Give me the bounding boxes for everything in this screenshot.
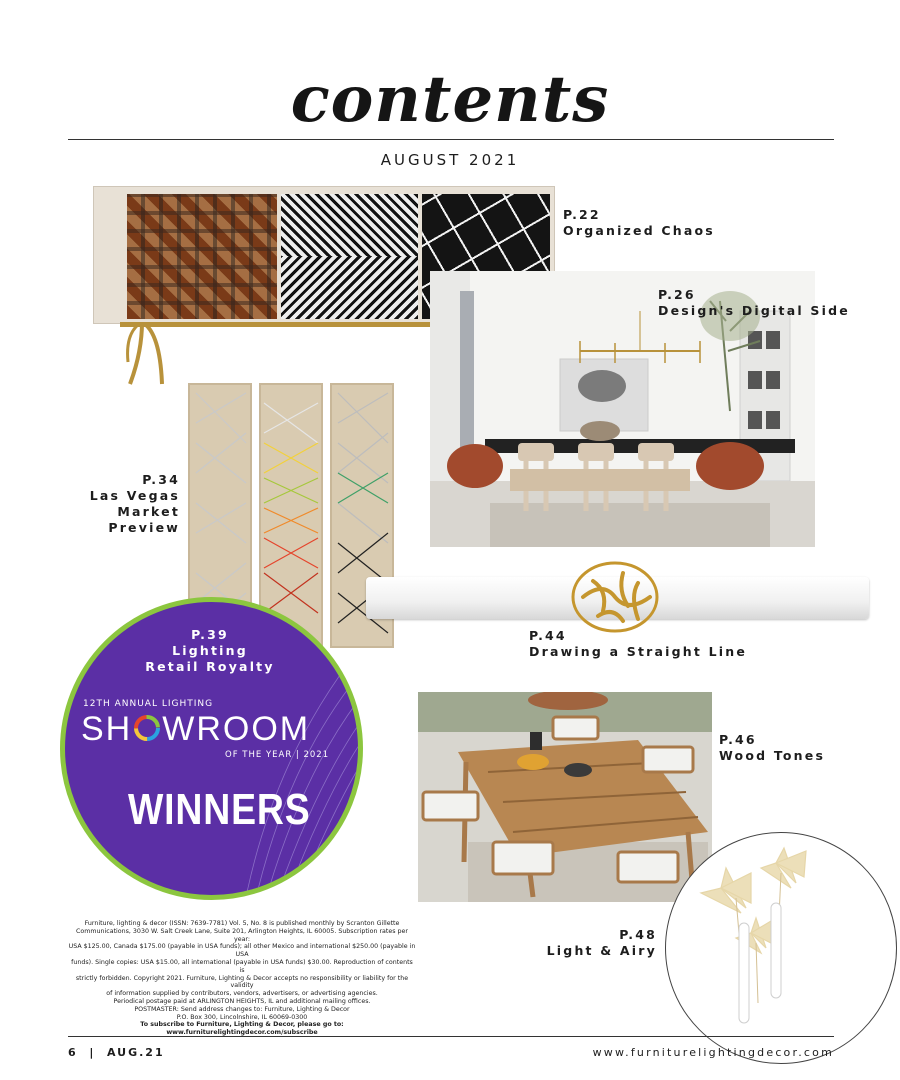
toc-entry-organized-chaos[interactable] xyxy=(563,207,715,239)
patio-dining-photo xyxy=(418,692,712,902)
badge-word-left: SH xyxy=(81,710,133,748)
toc-title: Wood Tones xyxy=(719,748,826,763)
toc-page-number: P.26 xyxy=(658,287,696,302)
toc-entry-designs-digital-side[interactable] xyxy=(658,287,850,319)
colophon-line: Communications, 3030 W. Salt Creek Lane, Suite 201, Arlington Heights, IL 60005. Subscription rates per year: xyxy=(76,927,408,943)
toc-entry-lighting-retail-royalty[interactable] xyxy=(120,627,300,675)
toc-entry-drawing-a-straight-line[interactable] xyxy=(529,628,747,660)
publication-colophon xyxy=(68,920,416,1037)
toc-page-number: P.39 xyxy=(191,627,229,642)
toc-entry-light-and-airy[interactable] xyxy=(520,927,657,959)
badge-subtitle: OF THE YEAR | 2021 xyxy=(225,750,330,760)
toc-title-line: Preview xyxy=(108,520,180,535)
page-title: contents xyxy=(290,62,610,137)
toc-page-number: P.46 xyxy=(719,732,757,747)
colophon-line: Furniture, lighting & decor (ISSN: 7639-7781) Vol. 5, No. 8 is published monthly by Scranton Gillette xyxy=(84,920,400,927)
colophon-line: funds). Single copies: USA $15.00, all international (payable in USA funds) $30.00. Reproduction of contents is xyxy=(71,958,413,974)
colophon-subscribe: To subscribe to Furniture, Lighting & Decor, please go to: xyxy=(140,1021,344,1029)
toc-title: Design's Digital Side xyxy=(658,303,850,318)
toc-entry-las-vegas-market-preview[interactable] xyxy=(60,472,180,536)
toc-title-line: Retail Royalty xyxy=(145,659,275,674)
badge-prefix: 12TH ANNUAL LIGHTING xyxy=(83,699,214,709)
credenza-cube-overlay xyxy=(127,194,277,319)
color-ring-icon xyxy=(132,713,162,743)
website-link[interactable]: www.furniturelightingdecor.com xyxy=(592,1046,834,1059)
issue-date: AUGUST 2021 xyxy=(380,151,520,169)
subscribe-link[interactable]: www.furniturelightingdecor.com/subscribe xyxy=(166,1029,318,1037)
toc-title: Organized Chaos xyxy=(563,223,715,238)
page-folio: 6 | AUG.21 xyxy=(68,1046,165,1059)
header-divider xyxy=(68,139,834,140)
colophon-line: P.O. Box 300, Lincolnshire, IL 60069-0300 xyxy=(176,1013,308,1021)
badge-winners: WINNERS xyxy=(128,785,311,834)
toc-entry-wood-tones[interactable] xyxy=(719,732,825,764)
light-airy-photo xyxy=(665,832,897,1064)
toc-title: Drawing a Straight Line xyxy=(529,644,748,659)
colophon-line: POSTMASTER: Send address changes to: Furniture, Lighting & Decor xyxy=(134,1005,350,1013)
colophon-line: strictly forbidden. Copyright 2021. Furniture, Lighting & Decor accepts no responsibility or liability for the validity xyxy=(75,974,409,990)
patio-illustration xyxy=(418,692,712,902)
dried-palm-vases xyxy=(666,833,897,1064)
footer-divider xyxy=(68,1036,834,1037)
colophon-line: USA $125.00, Canada $175.00 (payable in USA funds); all other Mexico and international $250.00 (payable in USA xyxy=(68,943,416,959)
toc-page-number: P.44 xyxy=(529,628,567,643)
credenza-door-chevron-lower xyxy=(281,256,418,319)
toc-page-number: P.48 xyxy=(619,927,657,942)
toc-title: Light & Airy xyxy=(546,943,657,958)
colophon-line: Periodical postage paid at ARLINGTON HEIGHTS, IL and additional mailing offices. xyxy=(113,997,371,1005)
badge-word-right: WROOM xyxy=(162,710,311,748)
brass-branch-bracket xyxy=(568,561,663,637)
toc-title-line: Las Vegas xyxy=(89,488,180,503)
toc-title-line: Lighting xyxy=(172,643,248,658)
toc-title-line: Market xyxy=(117,504,180,519)
toc-page-number: P.34 xyxy=(142,472,180,487)
badge-showroom-wordmark xyxy=(81,710,310,749)
colophon-line: of information supplied by contributors, vendors, advertisers, or advertising agencies. xyxy=(106,990,378,998)
toc-page-number: P.22 xyxy=(563,207,601,222)
